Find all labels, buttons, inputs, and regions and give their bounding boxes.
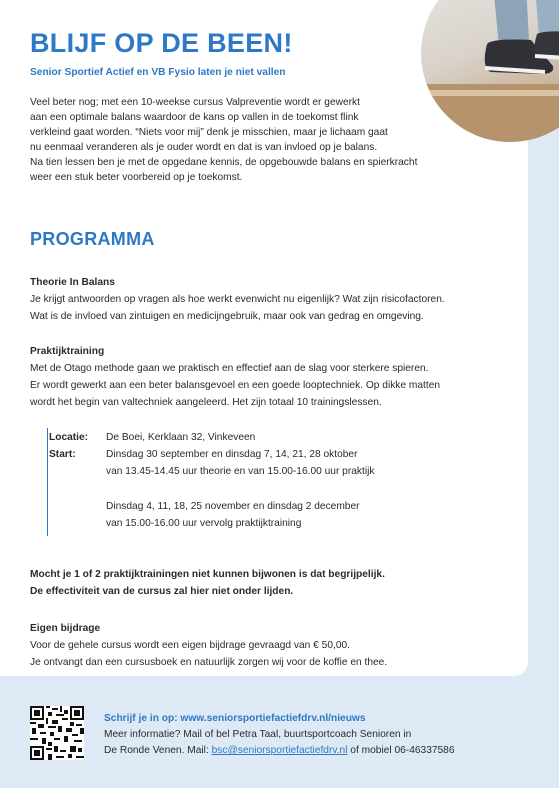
- info-suffix: of mobiel 06-46337586: [347, 745, 455, 756]
- page-title: BLIJF OP DE BEEN!: [30, 28, 293, 58]
- notice-line: De effectiviteit van de cursus zal hier niet onder lijden.: [30, 586, 294, 597]
- intro-line: aan een optimale balans waardoor de kans op vallen in de toekomst flink: [30, 112, 359, 123]
- qr-code-icon[interactable]: [30, 706, 84, 760]
- signup-link[interactable]: Schrijf je in op: www.seniorsportiefactiefdrv.nl/nieuws: [104, 713, 366, 724]
- start-label: Start:: [49, 449, 76, 460]
- praktijk-section: [30, 343, 520, 411]
- footer-contact: [104, 711, 455, 759]
- bijdrage-line: Voor de gehele cursus wordt een eigen bijdrage gevraagd van € 50,00.: [30, 640, 351, 651]
- bijdrage-section: [30, 620, 520, 671]
- theorie-line: Je krijgt antwoorden op vragen als hoe werkt evenwicht nu eigenlijk? Wat zijn risicofactoren.: [30, 294, 445, 305]
- praktijk-line: Met de Otago methode gaan we praktisch en effectief aan de slag voor sterkere spieren.: [30, 363, 429, 374]
- locatie-value: De Boei, Kerklaan 32, Vinkeveen: [106, 432, 256, 443]
- theorie-line: Wat is de invloed van zintuigen en medicijngebruik, maar ook van gedrag en omgeving.: [30, 311, 424, 322]
- intro-line: verkleind gaat worden. “Niets voor mij” denk je misschien, maar je lichaam gaat: [30, 127, 388, 138]
- programma-heading: PROGRAMMA: [30, 229, 155, 249]
- info-prefix: De Ronde Venen. Mail:: [104, 745, 212, 756]
- start-value: Dinsdag 4, 11, 18, 25 november en dinsdag 2 december: [106, 501, 360, 512]
- bijdrage-heading: Eigen bijdrage: [30, 623, 101, 634]
- praktijk-heading: Praktijktraining: [30, 346, 105, 357]
- page-subtitle: Senior Sportief Actief en VB Fysio laten je niet vallen: [30, 67, 286, 78]
- praktijk-line: Er wordt gewerkt aan een beter balansgevoel en een goede looptechniek. Op dikke matten: [30, 380, 441, 391]
- email-link[interactable]: bsc@seniorsportiefactiefdrv.nl: [211, 745, 348, 756]
- notice-line: Mocht je 1 of 2 praktijktrainingen niet kunnen bijwonen is dat begrijpelijk.: [30, 569, 385, 580]
- start-value: Dinsdag 30 september en dinsdag 7, 14, 21, 28 oktober: [106, 449, 358, 460]
- info-line-2: [104, 743, 455, 759]
- intro-text: [30, 95, 470, 185]
- course-details: [47, 428, 48, 536]
- bijdrage-line: Je ontvangt dan een cursusboek en natuurlijk zorgen wij voor de koffie en thee.: [30, 657, 388, 668]
- intro-line: weer een stuk beter voorbereid op je toekomst.: [30, 172, 243, 183]
- intro-line: Na tien lessen ben je met de opgedane kennis, de opgebouwde balans en spierkracht: [30, 157, 418, 168]
- intro-line: nu eenmaal veranderen als je ouder wordt en dat is van invloed op je balans.: [30, 142, 378, 153]
- intro-line: Veel beter nog; met een 10-weekse cursus Valpreventie wordt er gewerkt: [30, 97, 360, 108]
- theorie-section: [30, 274, 520, 325]
- start-value: van 15.00-16.00 uur vervolg praktijktraining: [106, 518, 302, 529]
- theorie-heading: Theorie In Balans: [30, 277, 115, 288]
- start-value: van 13.45-14.45 uur theorie en van 15.00-16.00 uur praktijk: [106, 466, 375, 477]
- locatie-label: Locatie:: [49, 432, 89, 443]
- praktijk-line: wordt het begin van valtechniek aangeleerd. Het zijn totaal 10 trainingslessen.: [30, 397, 382, 408]
- notice-text: [30, 566, 385, 600]
- info-line: Meer informatie? Mail of bel Petra Taal, buurtsportcoach Senioren in: [104, 729, 412, 740]
